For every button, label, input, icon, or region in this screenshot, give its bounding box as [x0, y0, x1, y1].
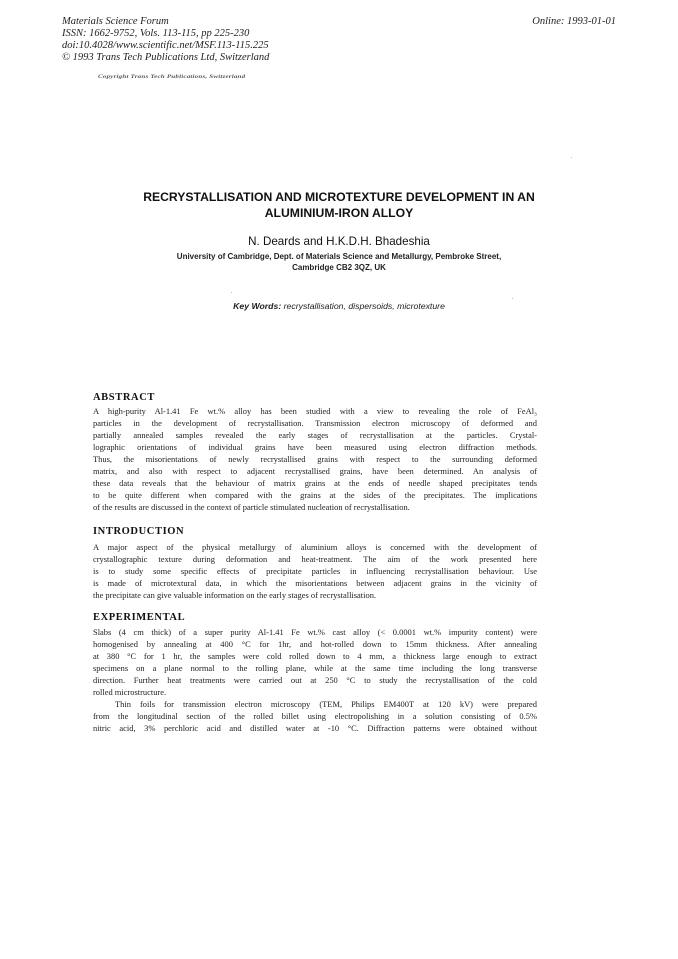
- body-line: A high-purity Al-1.41 Fe wt.% alloy has been studied with a view to revealing the role of FeAl₃: [93, 406, 537, 416]
- body-line: is to study some specific effects of precipitate particles in influencing recrystallisation behaviour. Use: [93, 566, 537, 577]
- scan-speck: [231, 292, 232, 293]
- body-line: direction. Further heat treatments were carried out at 250 °C to study the recrystallisation of the cold: [93, 675, 537, 686]
- online-date: Online: 1993-01-01: [532, 16, 616, 27]
- body-line: particles in the development of recrystallisation. Transmission electron microscopy of deformed and: [93, 418, 537, 429]
- paper-title: [0, 189, 678, 221]
- keywords-text: recrystallisation, dispersoids, microtexture: [283, 301, 445, 311]
- doi-link[interactable]: doi:10.4028/www.scientific.net/MSF.113-115.225: [62, 40, 269, 51]
- body-line: of the results are discussed in the context of particle stimulated nucleation of recrystallisation.: [93, 502, 410, 513]
- journal-header: [62, 16, 269, 64]
- body-line: to be quite different when compared with the grains at the sides of the precipitates. The implications: [93, 490, 537, 501]
- copyright-strip: Copyright Trans Tech Publications, Switzerland: [98, 73, 246, 80]
- copyright-line: © 1993 Trans Tech Publications Ltd, Switzerland: [62, 52, 270, 63]
- title-line: ALUMINIUM-IRON ALLOY: [264, 206, 414, 220]
- introduction-body: [93, 541, 537, 601]
- affiliation-line: University of Cambridge, Dept. of Materials Science and Metallurgy, Pembroke Street,: [176, 252, 502, 261]
- body-line: at 380 °C for 1 hr, the samples were cold rolled down to 4 mm, a thickness large enough to extract: [93, 651, 537, 662]
- body-line: these data reveals that the behaviour of matrix grains at the ends of needle shaped precipitates tends: [93, 478, 537, 489]
- body-line: lographic orientations of individual grains have been measured using electron diffraction methods.: [93, 442, 537, 453]
- affiliation: [0, 251, 678, 273]
- affiliation-line: Cambridge CB2 3QZ, UK: [292, 263, 386, 272]
- experimental-body: [93, 626, 537, 734]
- body-line: partially annealed samples revealed the early stages of recrystallisation at the particles. Crystal-: [93, 430, 537, 441]
- body-line: the precipitate can give valuable information on the early stages of recrystallisation.: [93, 590, 377, 601]
- body-line: matrix, and also with respect to adjacent recrystallised grains, have been determined. An analysis of: [93, 466, 537, 477]
- keywords: [0, 301, 678, 312]
- body-line: crystallographic texture during deformation and heat-treatment. The aim of the work presented here: [93, 554, 537, 565]
- body-line: is made of microtextural data, in which the misorientations between adjacent grains in the vicinity of: [93, 578, 537, 589]
- body-line: from the longitudinal section of the rolled billet using electropolishing in a solution consisting of 0.5%: [93, 711, 537, 722]
- body-line: Thin foils for transmission electron microscopy (TEM, Philips EM400T at 120 kV) were prepared: [115, 699, 537, 710]
- scan-speck: [512, 298, 513, 299]
- body-line: Thus, the misorientations of newly recrystallised grains with respect to the surrounding deformed: [93, 454, 537, 465]
- body-line: specimens on a plane normal to the rolling plane, while at the same time including the long transverse: [93, 663, 537, 674]
- abstract-body: [93, 405, 537, 513]
- body-line: homogenised by annealing at 400 °C for 1hr, and hot-rolled down to 15mm thickness. After annealing: [93, 639, 537, 650]
- section-title-experimental: EXPERIMENTAL: [93, 612, 186, 623]
- section-title-abstract: ABSTRACT: [93, 392, 155, 403]
- body-line: rolled microstructure.: [93, 687, 167, 698]
- scan-speck: [571, 157, 572, 158]
- issn-line: ISSN: 1662-9752, Vols. 113-115, pp 225-230: [62, 28, 250, 39]
- body-line: Slabs (4 cm thick) of a super purity Al-1.41 Fe wt.% cast alloy (< 0.0001 wt.% impurity content) were: [93, 627, 537, 637]
- journal-name: Materials Science Forum: [62, 16, 169, 27]
- body-line: A major aspect of the physical metallurgy of aluminium alloys is concerned with the development of: [93, 542, 537, 552]
- section-title-introduction: INTRODUCTION: [93, 526, 185, 537]
- body-line: nitric acid, 3% perchloric acid and distilled water at -10 °C. Diffraction patterns were obtained without: [93, 723, 537, 734]
- authors: N. Deards and H.K.D.H. Bhadeshia: [248, 235, 430, 248]
- title-line: RECRYSTALLISATION AND MICROTEXTURE DEVELOPMENT IN AN: [143, 190, 535, 204]
- keywords-label: Key Words:: [233, 301, 282, 311]
